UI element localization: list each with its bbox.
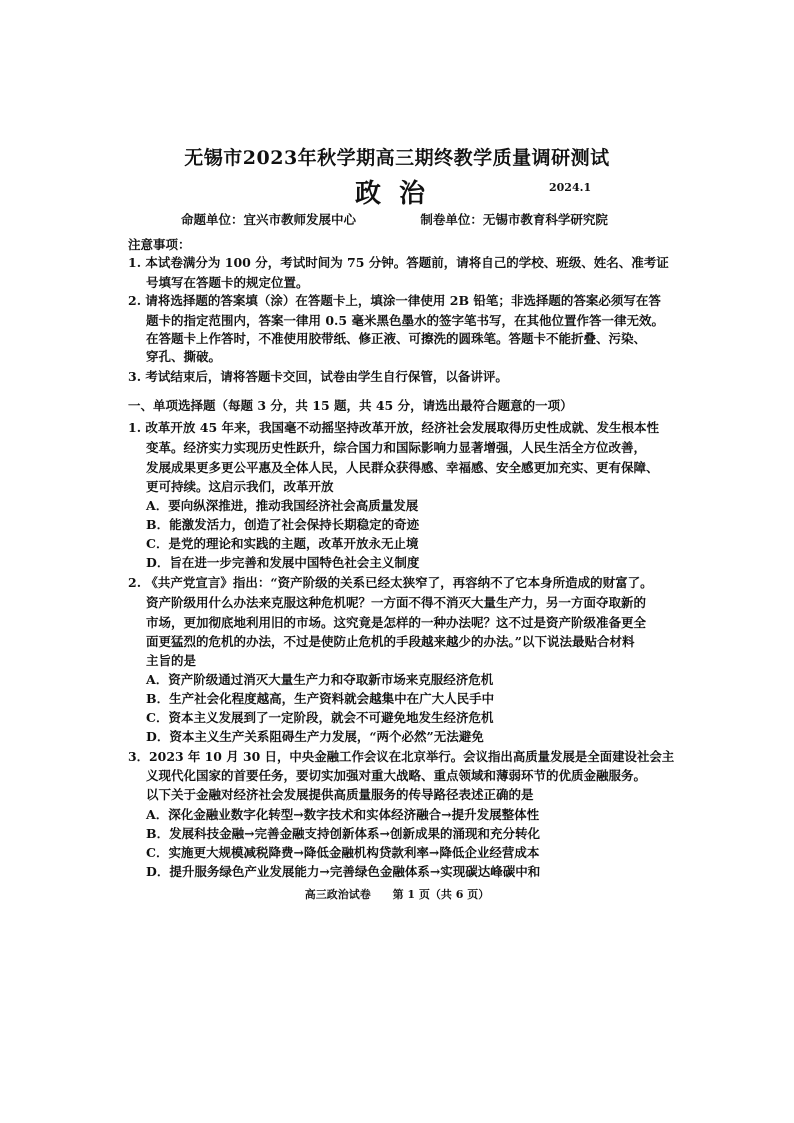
question-3-line: 3．2023 年 10 月 30 日，中央金融工作会议在北京举行。会议指出高质量发展是全面建设社会主 [128,749,675,764]
question-2-option-a: A．资产阶级通过消灭大量生产力和夺取新市场来克服经济危机 [146,672,494,687]
notice-line: 3. 考试结束后，请将答题卡交回，试卷由学生自行保管，以备讲评。 [128,369,508,384]
subject-title: 政治 [355,179,444,209]
question-3-line: 义现代化国家的首要任务，要切实加强对重大战略、重点领域和薄弱环节的优质金融服务。 [146,768,647,783]
question-2-line: 资产阶级用什么办法来克服这种危机呢？一方面不得不消灭大量生产力，另一方面夺取新的 [146,595,647,610]
question-2-line: 主旨的是 [146,653,197,668]
footer-paper-name: 高三政治试卷 [304,888,371,901]
question-1-line: 更可持续。这启示我们，改革开放 [146,479,334,494]
question-2-option-b: B．生产社会化程度越高，生产资料就会越集中在广大人民手中 [146,691,495,706]
question-2-option-c: C．资本主义发展到了一定阶段，就会不可避免地发生经济危机 [146,710,494,725]
maker-unit: 制卷单位：无锡市教育科学研究院 [420,212,608,227]
question-1-line: 1. 改革开放 45 年来，我国毫不动摇坚持改革开放，经济社会发展取得历史性成就、发生根本性 [128,420,660,435]
question-2-line: 2. 《共产党宣言》指出：“资产阶级的关系已经太狭窄了，再容纳不了它本身所造成的财富了。 [128,575,653,590]
author-unit: 命题单位：宜兴市教师发展中心 [181,212,357,227]
question-1-option-d: D．旨在进一步完善和发展中国特色社会主义制度 [146,555,420,570]
question-1-line: 发展成果更多更公平惠及全体人民，人民群众获得感、幸福感、安全感更加充实、更有保障、 [146,460,659,475]
notice-line: 2. 请将选择题的答案填（涂）在答题卡上，填涂一律使用 2B 铅笔；非选择题的答案必须写在答 [128,293,661,308]
question-1-option-b: B．能激发活力，创造了社会保持长期稳定的奇迹 [146,517,420,532]
question-3-option-a: A．深化金融业数字化转型→数字技术和实体经济融合→提升发展整体性 [146,807,540,822]
page-footer [0,886,794,902]
exam-date: 2024.1 [549,181,592,194]
question-1-option-c: C．是党的理论和实践的主题，改革开放永无止境 [146,536,419,551]
exam-title: 无锡市2023年秋学期高三期终教学质量调研测试 [184,147,610,169]
question-3-option-d: D．提升服务绿色产业发展能力→完善绿色金融体系→实现碳达峰碳中和 [146,864,541,879]
notice-line: 在答题卡上作答时，不准使用胶带纸、修正液、可擦洗的圆珠笔。答题卡不能折叠、污染、 [146,331,647,346]
question-2-option-d: D．资本主义生产关系阻碍生产力发展，“两个必然”无法避免 [146,729,484,744]
notice-label: 注意事项： [128,237,191,252]
notice-line: 号填写在答题卡的规定位置。 [146,275,309,290]
section-heading: 一、单项选择题（每题 3 分，共 15 题，共 45 分，请选出最符合题意的一项） [128,398,573,413]
question-2-line: 面更猛烈的危机的办法，不过是使防止危机的手段越来越少的办法。”以下说法最贴合材料 [146,634,635,649]
question-3-option-b: B．发展科技金融→完善金融支持创新体系→创新成果的涌现和充分转化 [146,826,541,841]
question-3-option-c: C．实施更大规模减税降费→降低金融机构贷款利率→降低企业经营成本 [146,845,540,860]
notice-line: 穿孔、撕破。 [146,349,222,364]
notice-line: 1. 本试卷满分为 100 分，考试时间为 75 分钟。答题前，请将自己的学校、班级、姓名、准考证 [128,255,669,270]
footer-page-number: 第 1 页（共 6 页） [392,888,490,901]
question-2-line: 市场，更加彻底地利用旧的市场。这究竟是怎样的一种办法呢？这不过是资产阶级准备更全 [146,615,647,630]
question-3-line: 以下关于金融对经济社会发展提供高质量服务的传导路径表述正确的是 [146,787,534,802]
units-line [181,210,608,228]
question-1-line: 变革。经济实力实现历史性跃升，综合国力和国际影响力显著增强，人民生活全方位改善， [146,440,647,455]
question-1-option-a: A．要向纵深推进，推动我国经济社会高质量发展 [146,498,419,513]
notice-line: 题卡的指定范围内，答案一律用 0.5 毫米黑色墨水的签字笔书写，在其他位置作答一律无效。 [146,313,664,328]
